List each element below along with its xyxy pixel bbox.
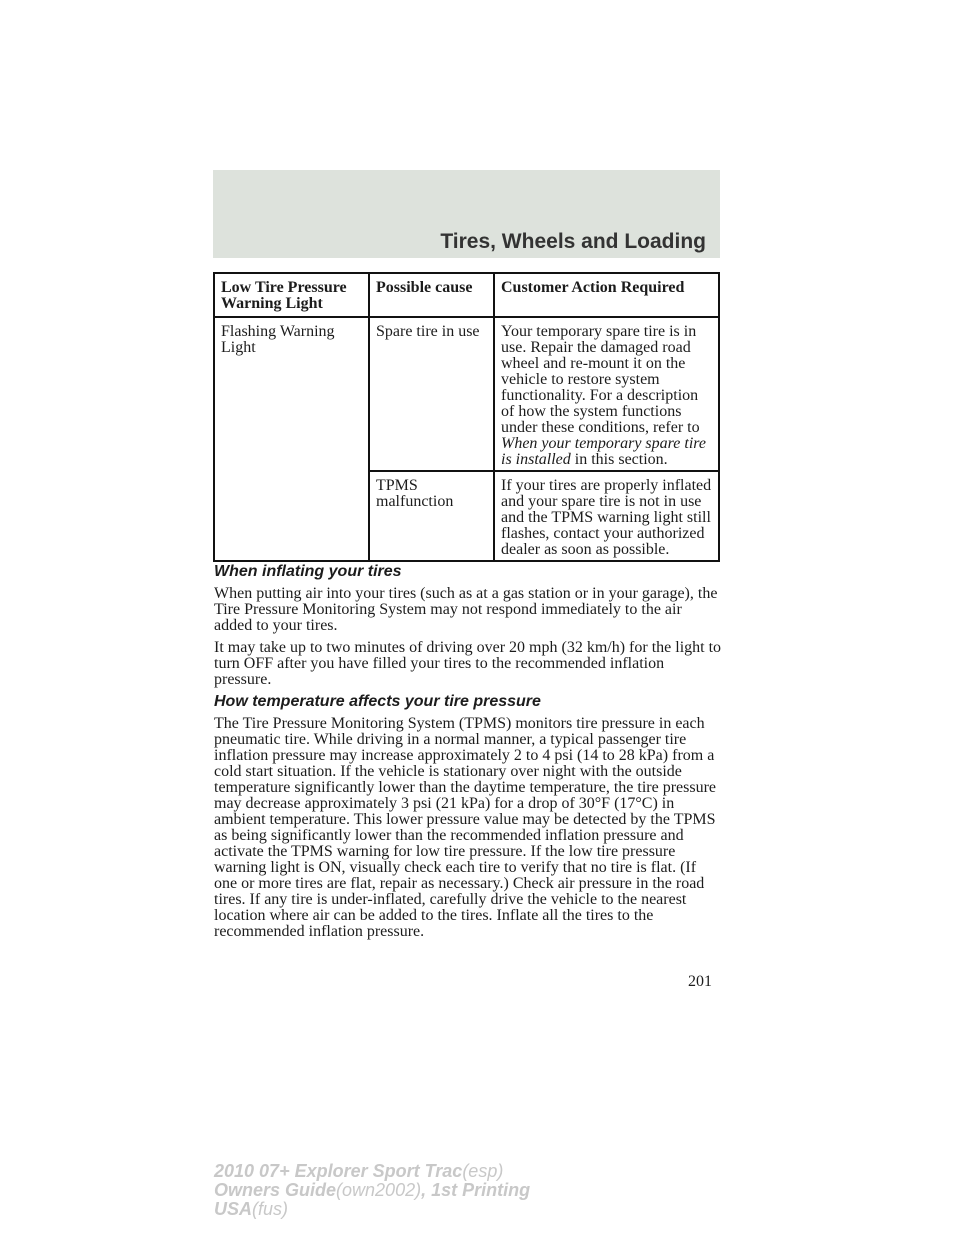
footer-guide: Owners Guide bbox=[214, 1180, 337, 1200]
column-header-customer-action: Customer Action Required bbox=[494, 273, 719, 317]
table-row bbox=[214, 317, 719, 471]
heading-temperature-pressure: How temperature affects your tire pressure bbox=[214, 693, 541, 710]
cross-reference: When your temporary spare tire is installed bbox=[501, 435, 706, 468]
warning-light-cell: Flashing Warning Light bbox=[214, 317, 369, 561]
action-cell: If your tires are properly inflated and your spare tire is not in use and the TPMS warning light still flashes, contact your authorized dealer as soon as possible. bbox=[494, 471, 719, 561]
section-title: Tires, Wheels and Loading bbox=[440, 230, 706, 253]
heading-inflating-tires: When inflating your tires bbox=[214, 563, 402, 580]
footer-guide-code: (own2002) bbox=[336, 1180, 422, 1200]
paragraph: The Tire Pressure Monitoring System (TPMS) monitors tire pressure in each pneumatic tire. While driving in a normal manner, a typical passenger tire inflation pressure may increase approximately 2 to 4 psi (14 to 28 kPa) from a cold start situation. If the vehicle is stationary over night with the outside temperature significantly lower than the daytime temperature, the tire pressure may decrease approximately 3 psi (21 kPa) for a drop of 30°F (17°C) in ambient temperature. This lower pressure value may be detected by the TPMS as being significantly lower than the recommended inflation pressure and activate the TPMS warning for low tire pressure. If the low tire pressure warning light is ON, visually check each tire to verify that no tire is flat. (If one or more tires are flat, repair as necessary.) Check air pressure in the road tires. If any tire is under-inflated, carefully drive the vehicle to the nearest location where air can be added to the tires. Inflate all the tires to the recommended inflation pressure. bbox=[214, 715, 717, 940]
column-header-possible-cause: Possible cause bbox=[369, 273, 494, 317]
paragraph: When putting air into your tires (such as at a gas station or in your garage), the Tire Pressure Monitoring System may not respond immediately to the air added to your tires. bbox=[214, 585, 718, 634]
footer-model: 2010 07+ Explorer Sport Trac bbox=[214, 1161, 463, 1181]
document-footer bbox=[214, 1162, 530, 1219]
action-cell bbox=[494, 317, 719, 471]
page-number: 201 bbox=[688, 973, 712, 990]
footer-printing: , 1st Printing bbox=[421, 1180, 531, 1200]
action-suffix: in this section. bbox=[570, 451, 668, 468]
footer-market: USA bbox=[214, 1199, 253, 1219]
paragraph: It may take up to two minutes of driving over 20 mph (32 km/h) for the light to turn OFF after you have filled your tires to the recommended inflation pressure. bbox=[214, 639, 722, 688]
tpms-warning-table bbox=[213, 272, 720, 562]
section-header-band bbox=[213, 170, 720, 258]
table-header-row bbox=[214, 273, 719, 317]
action-text: Your temporary spare tire is in use. Repair the damaged road wheel and re-mount it on the vehicle to restore system functionality. For a description of how the system functions under these conditions, refer to bbox=[501, 323, 700, 436]
cause-cell: Spare tire in use bbox=[369, 317, 494, 471]
body-text bbox=[214, 564, 722, 946]
cause-cell: TPMS malfunction bbox=[369, 471, 494, 561]
footer-code: (esp) bbox=[462, 1161, 504, 1181]
column-header-warning-light: Low Tire Pressure Warning Light bbox=[214, 273, 369, 317]
footer-market-code: (fus) bbox=[252, 1199, 289, 1219]
